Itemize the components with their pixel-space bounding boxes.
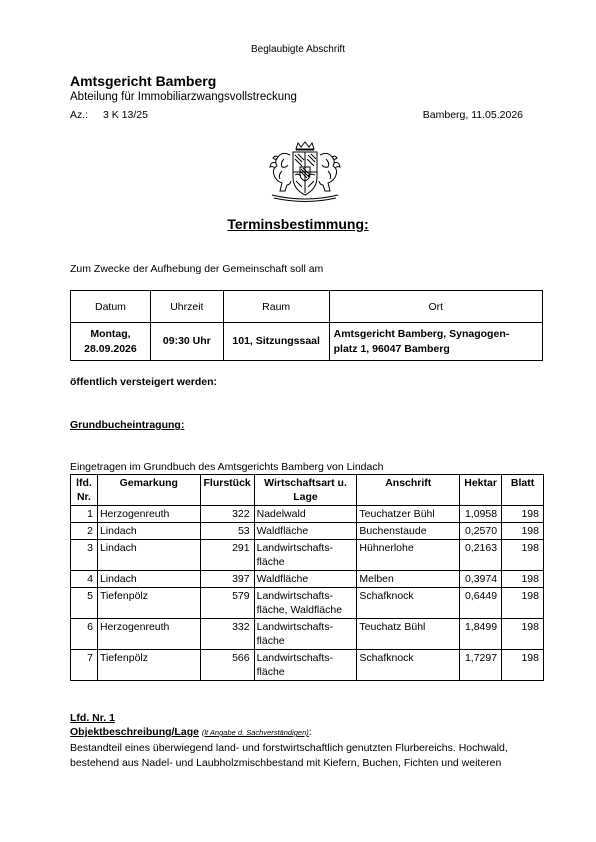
cell-wirtschaftsart (254, 506, 357, 523)
cell-flurstueck: 579 (200, 588, 254, 619)
wirtschaftsart-line2: fläche (256, 556, 285, 568)
cell-flurstueck: 53 (200, 523, 254, 540)
cell-gemarkung: Tiefenpölz (97, 588, 200, 619)
cell-blatt: 198 (502, 619, 544, 650)
wirtschaftsart-line2: fläche, Waldfläche (256, 604, 343, 616)
cell-gemarkung: Lindach (97, 540, 200, 571)
object-description-colon: : (308, 726, 312, 738)
appointment-date (71, 323, 151, 361)
parcels-header-row (71, 475, 544, 506)
cell-anschrift: Teuchatz Bühl (357, 619, 460, 650)
cell-flurstueck: 291 (200, 540, 254, 571)
cell-blatt: 198 (502, 506, 544, 523)
object-description-note: (lt Angabe d. Sachverständigen) (201, 728, 309, 737)
cell-lfd-nr: 2 (71, 523, 98, 540)
table-row (71, 523, 544, 540)
cell-hektar: 0,2163 (460, 540, 502, 571)
cell-wirtschaftsart (254, 650, 357, 681)
cell-flurstueck: 322 (200, 506, 254, 523)
appointment-place-line1: Amtsgericht Bamberg, Synagogen- (333, 327, 510, 340)
col-hektar: Hektar (460, 475, 502, 506)
section-lfd-heading: Lfd. Nr. 1 (70, 712, 115, 724)
cell-flurstueck: 397 (200, 571, 254, 588)
wirtschaftsart-line2: fläche (256, 635, 285, 647)
wirtschaftsart-line1: Landwirtschafts- (256, 621, 334, 633)
appointment-table (70, 290, 543, 361)
wirtschaftsart-line1: Nadelwald (256, 508, 306, 520)
cell-gemarkung: Tiefenpölz (97, 650, 200, 681)
table-row (71, 540, 544, 571)
bavarian-coat-of-arms-icon (262, 141, 348, 205)
parcels-table (70, 474, 544, 681)
cell-gemarkung: Herzogenreuth (97, 506, 200, 523)
appointment-place-line2: platz 1, 96047 Bamberg (333, 342, 450, 355)
header-ort: Ort (329, 291, 542, 323)
intro-text: Zum Zwecke der Aufhebung der Gemeinschaft soll am (70, 263, 324, 275)
cell-gemarkung: Lindach (97, 571, 200, 588)
cell-wirtschaftsart (254, 540, 357, 571)
cell-lfd-nr: 5 (71, 588, 98, 619)
cell-anschrift: Schafknock (357, 588, 460, 619)
file-number: 3 K 13/25 (103, 109, 148, 121)
cell-hektar: 1,7297 (460, 650, 502, 681)
header-datum: Datum (71, 291, 151, 323)
cell-lfd-nr: 1 (71, 506, 98, 523)
appointment-weekday: Montag, (90, 327, 131, 340)
col-blatt: Blatt (502, 475, 544, 506)
cell-anschrift: Teuchatzer Bühl (357, 506, 460, 523)
col-flurstueck: Flurstück (200, 475, 254, 506)
auction-statement: öffentlich versteigert werden: (70, 376, 218, 388)
cell-lfd-nr: 3 (71, 540, 98, 571)
table-row (71, 619, 544, 650)
cell-wirtschaftsart (254, 619, 357, 650)
cell-lfd-nr: 6 (71, 619, 98, 650)
cell-wirtschaftsart (254, 571, 357, 588)
table-row (71, 571, 544, 588)
cell-blatt: 198 (502, 650, 544, 681)
cell-wirtschaftsart (254, 523, 357, 540)
appointment-date-value: 28.09.2026 (84, 342, 137, 355)
header-uhrzeit: Uhrzeit (150, 291, 223, 323)
cell-anschrift: Hühnerlohe (357, 540, 460, 571)
object-description-text (70, 741, 530, 771)
cell-hektar: 0,6449 (460, 588, 502, 619)
department: Abteilung für Immobiliarzwangsvollstreckung (70, 91, 297, 103)
cell-gemarkung: Lindach (97, 523, 200, 540)
document-title: Terminsbestimmung: (227, 216, 369, 232)
col-gemarkung: Gemarkung (97, 475, 200, 506)
cell-blatt: 198 (502, 571, 544, 588)
wirtschaftsart-line1: Landwirtschafts- (256, 652, 334, 664)
col-lfd-nr: lfd. Nr. (71, 475, 98, 506)
col-anschrift: Anschrift (357, 475, 460, 506)
cell-hektar: 0,2570 (460, 523, 502, 540)
appointment-time: 09:30 Uhr (150, 323, 223, 361)
table-row (71, 506, 544, 523)
cell-lfd-nr: 7 (71, 650, 98, 681)
cell-hektar: 0,3974 (460, 571, 502, 588)
appointment-room: 101, Sitzungssaal (223, 323, 329, 361)
cell-hektar: 1,0958 (460, 506, 502, 523)
court-name: Amtsgericht Bamberg (70, 73, 217, 89)
object-description-title: Objektbeschreibung/Lage (70, 726, 199, 738)
wirtschaftsart-line1: Landwirtschafts- (256, 590, 334, 602)
col-wirtschaftsart: Wirtschaftsart u. Lage (254, 475, 357, 506)
object-description-heading (70, 726, 312, 738)
certified-copy-note: Beglaubigte Abschrift (251, 44, 345, 55)
description-line-2: bestehend aus Nadel- und Laubholzmischbestand mit Kiefern, Buchen, Fichten und weiteren (70, 757, 502, 769)
cell-flurstueck: 566 (200, 650, 254, 681)
appointment-header-row (71, 291, 543, 323)
cell-anschrift: Melben (357, 571, 460, 588)
cell-anschrift: Buchenstaude (357, 523, 460, 540)
wirtschaftsart-line1: Waldfläche (256, 573, 309, 585)
cell-blatt: 198 (502, 588, 544, 619)
wirtschaftsart-line1: Landwirtschafts- (256, 542, 334, 554)
cell-blatt: 198 (502, 523, 544, 540)
cell-flurstueck: 332 (200, 619, 254, 650)
cell-lfd-nr: 4 (71, 571, 98, 588)
cell-hektar: 1,8499 (460, 619, 502, 650)
description-line-1: Bestandteil eines überwiegend land- und forstwirtschaftlich genutzten Flurbereichs. Hochwald, (70, 742, 508, 754)
appointment-value-row (71, 323, 543, 361)
cell-blatt: 198 (502, 540, 544, 571)
cell-anschrift: Schafknock (357, 650, 460, 681)
table-row (71, 588, 544, 619)
wirtschaftsart-line1: Waldfläche (256, 525, 309, 537)
cell-wirtschaftsart (254, 588, 357, 619)
land-register-text: Eingetragen im Grundbuch des Amtsgerichts Bamberg von Lindach (70, 461, 384, 473)
parcels-body (71, 506, 544, 681)
header-raum: Raum (223, 291, 329, 323)
appointment-place (329, 323, 542, 361)
table-row (71, 650, 544, 681)
file-number-label: Az.: (70, 109, 89, 121)
land-register-heading: Grundbucheintragung: (70, 419, 185, 431)
wirtschaftsart-line2: fläche (256, 666, 285, 678)
place-date: Bamberg, 11.05.2026 (422, 109, 523, 121)
cell-gemarkung: Herzogenreuth (97, 619, 200, 650)
